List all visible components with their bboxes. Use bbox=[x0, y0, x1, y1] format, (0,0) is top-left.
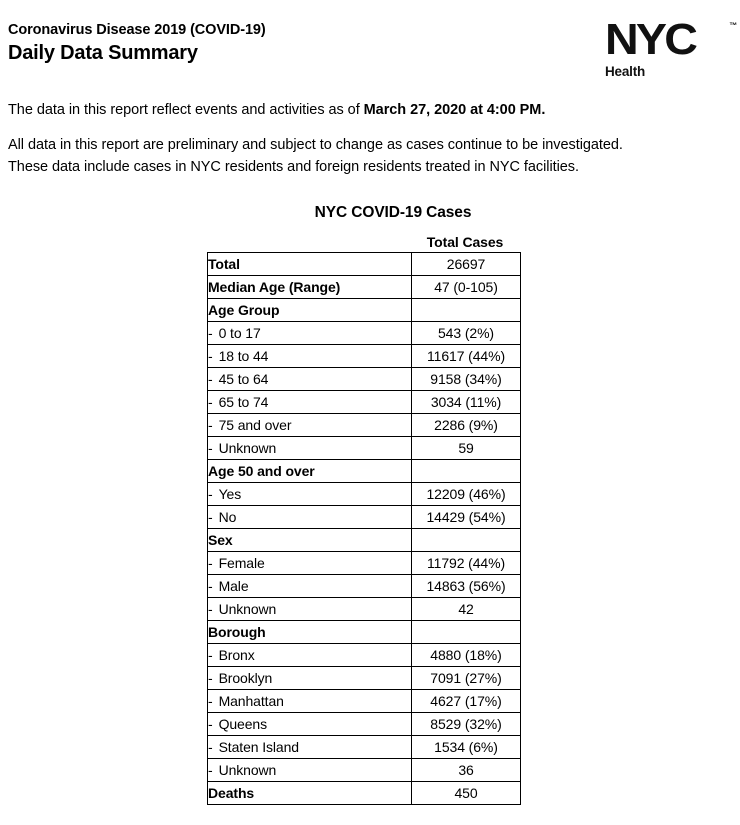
table-column-header-row bbox=[207, 234, 520, 250]
table-row-label bbox=[208, 736, 412, 759]
table-row-label: Age 50 and over bbox=[208, 460, 412, 483]
document-header bbox=[0, 0, 740, 80]
row-label-text: Yes bbox=[218, 486, 242, 503]
table-row-label bbox=[208, 437, 412, 460]
table-row-value bbox=[412, 299, 521, 322]
row-label-text: Unknown bbox=[218, 762, 277, 779]
table-row-value: 4627 (17%) bbox=[412, 690, 521, 713]
disclaimer-line-2: These data include cases in NYC residents and foreign residents treated in NYC facilities. bbox=[8, 158, 579, 175]
document-kicker: Coronavirus Disease 2019 (COVID-19) bbox=[8, 22, 266, 38]
row-label-text: Unknown bbox=[218, 601, 277, 618]
table-row-label: Deaths bbox=[208, 782, 412, 805]
table-row bbox=[208, 690, 521, 713]
table-title: NYC COVID-19 Cases bbox=[314, 204, 472, 222]
table-row bbox=[208, 667, 521, 690]
table-row-label bbox=[208, 483, 412, 506]
report-asof-prefix: The data in this report reflect events and activities as of bbox=[8, 102, 364, 118]
row-label-text: No bbox=[218, 509, 237, 526]
table-row bbox=[208, 782, 521, 805]
row-bullet-dash: - bbox=[208, 670, 213, 687]
table-row bbox=[208, 253, 521, 276]
table-row-label: Sex bbox=[208, 529, 412, 552]
table-row-label bbox=[208, 598, 412, 621]
row-bullet-dash: - bbox=[208, 739, 213, 756]
table-row-label bbox=[208, 690, 412, 713]
row-bullet-dash: - bbox=[208, 348, 213, 365]
nyc-covid-cases-table bbox=[207, 252, 521, 805]
row-bullet-dash: - bbox=[208, 440, 213, 457]
table-row bbox=[208, 368, 521, 391]
row-label-text: Unknown bbox=[218, 440, 277, 457]
disclaimer-line-1: All data in this report are preliminary and subject to change as cases continue to be investigated. bbox=[8, 137, 623, 154]
table-row-value: 59 bbox=[412, 437, 521, 460]
table-row-label bbox=[208, 414, 412, 437]
table-row-label bbox=[208, 575, 412, 598]
nyc-wordmark-text: NYC bbox=[605, 15, 696, 64]
table-row bbox=[208, 460, 521, 483]
table-row-value: 11617 (44%) bbox=[412, 345, 521, 368]
table-row-value: 450 bbox=[412, 782, 521, 805]
table-row-label bbox=[208, 506, 412, 529]
row-bullet-dash: - bbox=[208, 509, 213, 526]
table-row-value: 7091 (27%) bbox=[412, 667, 521, 690]
table-row bbox=[208, 414, 521, 437]
row-bullet-dash: - bbox=[208, 371, 213, 388]
table-row bbox=[208, 736, 521, 759]
table-wrapper bbox=[207, 234, 520, 805]
table-row bbox=[208, 759, 521, 782]
table-row-value: 14863 (56%) bbox=[412, 575, 521, 598]
table-row bbox=[208, 437, 521, 460]
table-row-label bbox=[208, 667, 412, 690]
row-label-text: 45 to 64 bbox=[218, 371, 269, 388]
row-label-text: Male bbox=[218, 578, 249, 595]
table-row-value: 11792 (44%) bbox=[412, 552, 521, 575]
table-row-label: Median Age (Range) bbox=[208, 276, 412, 299]
disclaimer-paragraph bbox=[8, 135, 708, 178]
row-bullet-dash: - bbox=[208, 394, 213, 411]
table-body bbox=[208, 253, 521, 805]
row-label-text: 0 to 17 bbox=[218, 325, 261, 342]
logo-sub-label: Health bbox=[605, 64, 646, 80]
row-label-text: Manhattan bbox=[218, 693, 284, 710]
row-label-text: Bronx bbox=[218, 647, 255, 664]
nyc-wordmark-icon bbox=[605, 15, 738, 64]
table-row bbox=[208, 575, 521, 598]
total-cases-column-header: Total Cases bbox=[426, 234, 504, 251]
row-label-text: 75 and over bbox=[218, 417, 292, 434]
table-row-label: Total bbox=[208, 253, 412, 276]
row-label-text: Staten Island bbox=[218, 739, 299, 756]
page-title: Daily Data Summary bbox=[8, 42, 198, 65]
row-label-text: Female bbox=[218, 555, 265, 572]
table-row-label bbox=[208, 391, 412, 414]
body-copy bbox=[0, 100, 740, 178]
table-row-label: Borough bbox=[208, 621, 412, 644]
table-row bbox=[208, 644, 521, 667]
table-row-label: Age Group bbox=[208, 299, 412, 322]
table-row-value bbox=[412, 621, 521, 644]
table-row-label bbox=[208, 552, 412, 575]
table-row bbox=[208, 552, 521, 575]
row-label-text: Queens bbox=[218, 716, 267, 733]
table-row-value bbox=[412, 460, 521, 483]
trademark-icon: ™ bbox=[729, 21, 738, 30]
table-row-value: 14429 (54%) bbox=[412, 506, 521, 529]
table-row bbox=[208, 529, 521, 552]
table-row-value: 26697 bbox=[412, 253, 521, 276]
table-row bbox=[208, 713, 521, 736]
table-row-value: 9158 (34%) bbox=[412, 368, 521, 391]
row-bullet-dash: - bbox=[208, 417, 213, 434]
table-row bbox=[208, 483, 521, 506]
table-row-value: 47 (0-105) bbox=[412, 276, 521, 299]
table-row-value: 12209 (46%) bbox=[412, 483, 521, 506]
table-row-label bbox=[208, 345, 412, 368]
table-row-value: 8529 (32%) bbox=[412, 713, 521, 736]
row-label-text: Brooklyn bbox=[218, 670, 273, 687]
table-row-value: 2286 (9%) bbox=[412, 414, 521, 437]
table-row bbox=[208, 322, 521, 345]
row-bullet-dash: - bbox=[208, 486, 213, 503]
nyc-health-logo bbox=[605, 15, 738, 80]
table-row-value: 36 bbox=[412, 759, 521, 782]
table-row-value: 4880 (18%) bbox=[412, 644, 521, 667]
row-bullet-dash: - bbox=[208, 578, 213, 595]
row-bullet-dash: - bbox=[208, 555, 213, 572]
table-row bbox=[208, 598, 521, 621]
table-column-header-spacer bbox=[207, 234, 410, 250]
row-bullet-dash: - bbox=[208, 601, 213, 618]
table-row-value bbox=[412, 529, 521, 552]
table-row-value: 543 (2%) bbox=[412, 322, 521, 345]
table-row bbox=[208, 276, 521, 299]
row-bullet-dash: - bbox=[208, 762, 213, 779]
table-row-value: 1534 (6%) bbox=[412, 736, 521, 759]
row-label-text: 18 to 44 bbox=[218, 348, 269, 365]
table-row bbox=[208, 506, 521, 529]
row-bullet-dash: - bbox=[208, 647, 213, 664]
row-bullet-dash: - bbox=[208, 716, 213, 733]
table-row bbox=[208, 345, 521, 368]
table-row bbox=[208, 621, 521, 644]
table-row bbox=[208, 299, 521, 322]
table-row-label bbox=[208, 644, 412, 667]
cases-table-block bbox=[0, 204, 740, 805]
row-label-text: 65 to 74 bbox=[218, 394, 269, 411]
table-row-value: 3034 (11%) bbox=[412, 391, 521, 414]
table-row-label bbox=[208, 368, 412, 391]
row-bullet-dash: - bbox=[208, 325, 213, 342]
table-row-label bbox=[208, 713, 412, 736]
table-row-label bbox=[208, 759, 412, 782]
table-row-label bbox=[208, 322, 412, 345]
row-bullet-dash: - bbox=[208, 693, 213, 710]
table-row-value: 42 bbox=[412, 598, 521, 621]
table-row bbox=[208, 391, 521, 414]
report-asof-paragraph bbox=[8, 100, 732, 121]
report-asof-date: March 27, 2020 at 4:00 PM. bbox=[363, 102, 546, 118]
